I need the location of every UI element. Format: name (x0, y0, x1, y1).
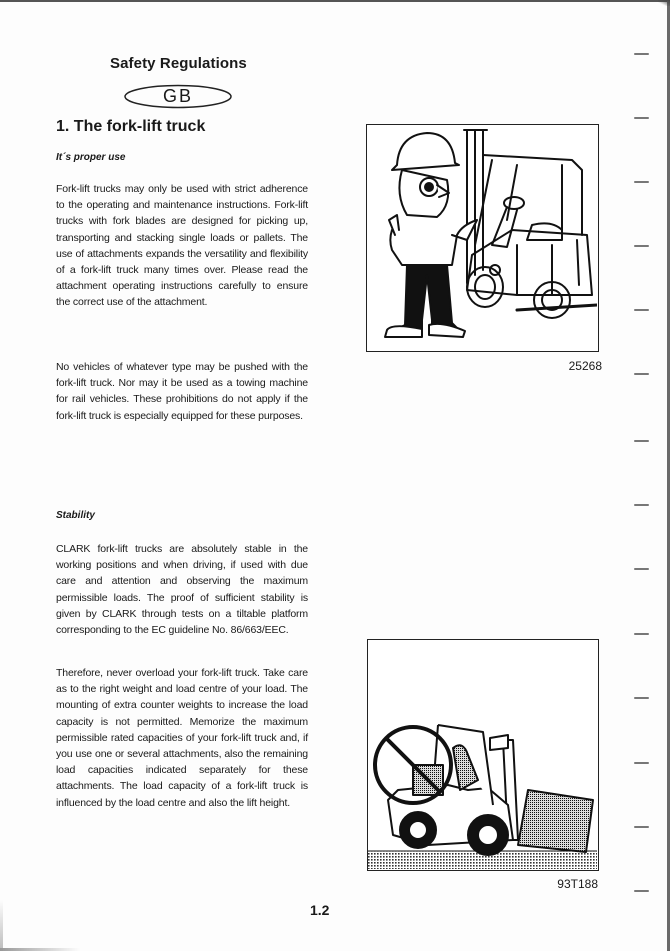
margin-tick (634, 373, 649, 375)
figure-caption-2: 93T188 (557, 877, 598, 891)
margin-tick (634, 826, 649, 828)
page-top-edge (0, 0, 670, 2)
section-title: 1. The fork-lift truck (56, 118, 206, 135)
margin-tick (634, 53, 649, 55)
paragraph-stability-1: CLARK fork-lift trucks are absolutely stable in the working positions and when driving, if used with due care and attention and observing the maximum permissible loads. The proof of sufficient stability is given by CLARK through tests on a tiltable platform corresponding to the EC guideline No. 86/663/EEC. (56, 543, 308, 637)
margin-tick (634, 440, 649, 442)
page-left-shadow (0, 900, 3, 951)
figure-overloaded-forklift (367, 639, 599, 871)
margin-tick (634, 762, 649, 764)
document-title: Safety Regulations (110, 55, 247, 72)
figure-caption-1: 25268 (568, 359, 602, 373)
page-number: 1.2 (310, 902, 330, 918)
margin-tick (634, 181, 649, 183)
margin-tick (634, 633, 649, 635)
page-corner-shadow (658, 0, 670, 6)
figure-worker-forklift (366, 124, 599, 352)
margin-tick (634, 568, 649, 570)
paragraph-stability-2: Therefore, never overload your fork-lift truck. Take care as to the right weight and load centre of your load. The mounting of extra counter weights to increase the load capacity is not permitted. Memorize the maximum permissible rated capacities of your fork-lift truck and, if you use one or several attachments, also the remaining load capacities indicated separately for these attachments. The load capacity of a fork-lift truck is influenced by the load centre and also the lift height. (56, 667, 308, 809)
margin-tick (634, 309, 649, 311)
worker-with-forklift-illustration (367, 125, 597, 350)
subheading-stability: Stability (56, 510, 95, 521)
paragraph-proper-use-1: Fork-lift trucks may only be used with strict adherence to the operating and maintenance instructions. Fork-lift trucks with fork blades are designed for picking up, transporting and stacking single loads or pallets. The use of attachments expands the versatility and flexibility of a fork-lift truck many times over. Please read the attachment operating instructions carefully to ensure the correct use of the attachment. (56, 183, 308, 309)
margin-tick (634, 117, 649, 119)
margin-tick (634, 890, 649, 892)
margin-tick (634, 504, 649, 506)
language-code: GB (162, 86, 193, 106)
paragraph-proper-use-2: No vehicles of whatever type may be pushed with the fork-lift truck. Nor may it be used as a towing machine for rail vehicles. These prohibitions do not apply if the fork-lift truck is especially equipped for these purposes. (56, 361, 308, 422)
margin-tick (634, 697, 649, 699)
subheading-proper-use: It´s proper use (56, 152, 126, 163)
language-badge (123, 84, 233, 109)
margin-tick (634, 245, 649, 247)
overloaded-forklift-illustration (368, 640, 597, 869)
